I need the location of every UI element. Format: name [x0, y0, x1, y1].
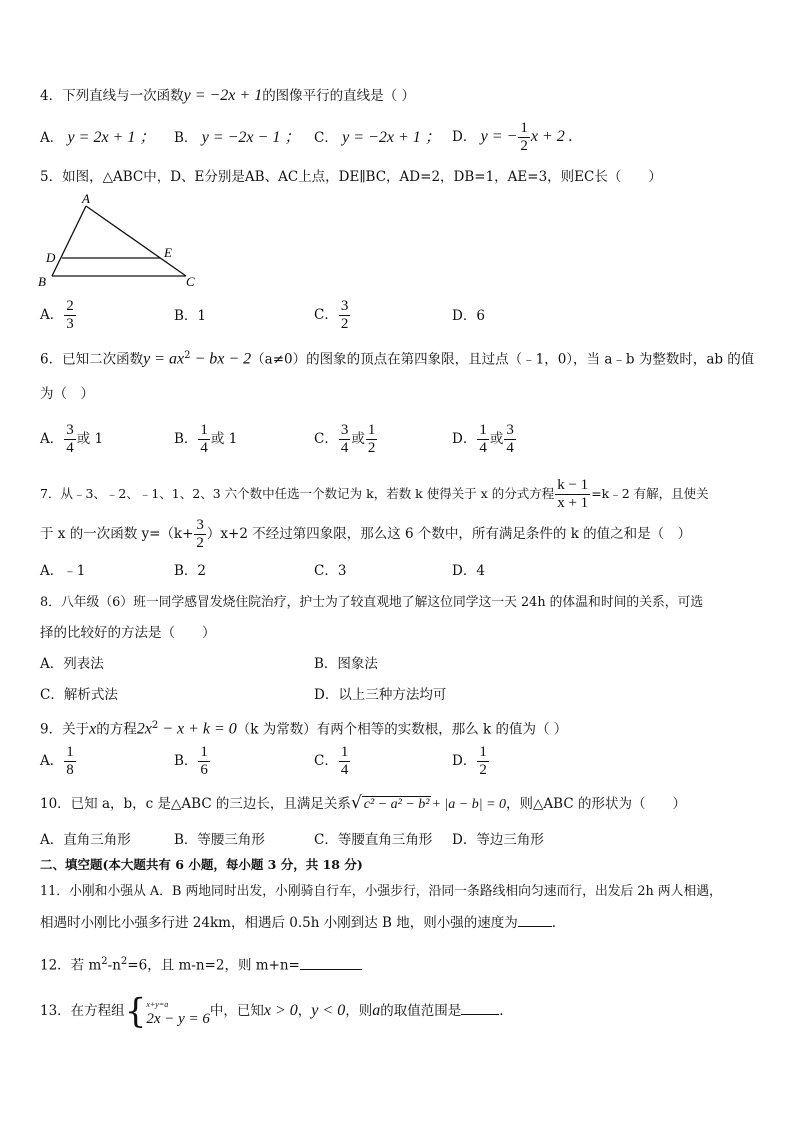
q9-option-b[interactable]: [174, 744, 211, 779]
q4-function: y = −2x + 1: [183, 87, 263, 104]
q7-lin-num: 3: [196, 517, 204, 533]
q4-option-d-den: 2: [520, 138, 528, 154]
q6-stem-line1: [40, 346, 754, 370]
q4-option-a-text: y = 2x + 1 ；: [67, 129, 156, 146]
q9-option-c-num: 1: [340, 744, 349, 760]
q4-option-c-text: y = −2x + 1 ；: [342, 129, 441, 146]
q7-option-d-text: 4: [476, 563, 485, 579]
q12-answer-blank[interactable]: [300, 957, 362, 970]
q7-option-b-label: B．: [174, 563, 198, 579]
q7-option-d-label: D．: [452, 563, 477, 579]
q9-eq-a: 2x: [136, 720, 152, 738]
q6-option-b-post: 或 1: [210, 431, 238, 447]
q5-option-a[interactable]: [40, 298, 77, 333]
q13-system-row1: x+y=a: [146, 999, 169, 1009]
q12-text-a: 12．若 m: [40, 957, 102, 974]
q4-option-b[interactable]: [174, 128, 300, 148]
q9-stem-b: 的方程: [96, 721, 137, 738]
q5-option-a-fraction: [64, 298, 76, 333]
q7-stem-b1: 于 x 的一次函数 y=（k+: [40, 526, 194, 542]
q5-option-c-den: 2: [340, 316, 349, 332]
q9-option-b-num: 1: [200, 744, 208, 760]
q4-option-d[interactable]: [452, 120, 573, 155]
q7-stem-line2: [40, 516, 691, 552]
q5-option-d-text: 6: [476, 308, 485, 324]
q7-stem-a: 7．从﹣3、﹣2、﹣1、1、2、3 六个数中任选一个数记为 k，若数 k 使得关于 x 的分式方程: [40, 486, 555, 501]
q4-option-c[interactable]: [314, 128, 441, 148]
q6-option-c-num2: 1: [367, 422, 376, 438]
q6-option-d[interactable]: [452, 422, 517, 457]
q8-stem-line2: 择的比较好的方法是（ ）: [40, 625, 216, 641]
q13-end: .: [499, 1003, 504, 1019]
q5-label-d: D: [46, 250, 56, 265]
q11-line1: 11．小刚和小强从 A．B 两地同时出发，小刚骑自行车，小强步行，沿同一条路线相向匀速而行，出发后 2h 两人相遇，: [40, 884, 722, 899]
q9-option-a-num: 1: [66, 744, 74, 760]
q13-label: 13．在方程组: [40, 1003, 125, 1019]
q9-option-d-fraction: [477, 744, 489, 779]
q10-stem-b: ，则△ABC 的形状为（ ）: [506, 796, 686, 812]
q6-option-c-den2: 2: [367, 440, 376, 456]
q5-side-ac: [86, 206, 186, 276]
q9-option-a[interactable]: [40, 744, 77, 779]
q9-option-d-label: D．: [452, 753, 477, 769]
q6-option-d-label: D．: [452, 431, 477, 447]
q6-option-b-label: B．: [174, 431, 198, 447]
q7-stem-line1: [40, 476, 709, 512]
q7-option-b-text: 2: [197, 563, 207, 579]
q8-option-d[interactable]: D．以上三种方法均可: [314, 687, 447, 703]
q7-stem-b2: ）x+2 不经过第四象限，那么这 6 个数中，所有满足条件的 k 的值之和是（ ）: [206, 526, 692, 542]
q10-radical-sign: √: [350, 793, 362, 813]
q6-func-exponent: 2: [184, 350, 191, 361]
q6-stem-a: 6．已知二次函数: [40, 351, 144, 368]
q7-eq-post: =k﹣2 有解，且使关: [591, 486, 709, 501]
q6-option-a-fraction: [64, 422, 76, 457]
q7-option-d[interactable]: [452, 561, 485, 581]
q6-option-c-fraction-2: [366, 422, 378, 457]
q8-option-a[interactable]: A．列表法: [40, 656, 104, 672]
q5-option-a-label: A．: [40, 307, 64, 323]
q8-option-b[interactable]: B．图象法: [314, 656, 378, 672]
q13-condition-1: x > 0: [263, 1002, 298, 1019]
q7-option-c-text: 3: [337, 563, 347, 579]
q7-eq-num: k − 1: [557, 477, 589, 493]
q5-label-c: C: [186, 274, 195, 289]
q6-stem-b: （a≠0）的图象的顶点在第四象限，且过点（﹣1，0），当 a﹣b 为整数时，ab 的值: [251, 351, 755, 368]
q6-option-d-fraction-2: [504, 422, 516, 457]
q7-option-a[interactable]: [40, 561, 85, 581]
q6-option-b-num: 1: [200, 422, 208, 438]
q6-option-c-mid: 或: [351, 431, 365, 447]
q13-separator: ，: [297, 1003, 312, 1019]
q12-stem: [40, 952, 362, 976]
q9-option-a-den: 8: [66, 762, 74, 778]
q11-answer-blank[interactable]: [518, 914, 552, 927]
q6-option-a-num: 3: [66, 422, 74, 438]
q6-option-c-den1: 4: [340, 440, 349, 456]
q12-exponent-1: 2: [101, 956, 108, 967]
q5-option-d-label: D．: [452, 308, 477, 324]
q13-system-row2: 2x − y = 6: [146, 1010, 210, 1027]
q13-stem: [40, 991, 504, 1032]
q4-option-d-num: 1: [520, 120, 528, 136]
q13-system-brace: {: [124, 991, 147, 1032]
q7-lin-den: 2: [196, 535, 204, 551]
q9-option-c-label: C．: [314, 753, 338, 769]
q4-stem-b: 的图像平行的直线是（ ）: [262, 88, 415, 104]
q6-option-a-post: 或 1: [76, 431, 104, 447]
q6-option-c-fraction-1: [339, 422, 351, 457]
q7-option-a-label: A．: [40, 563, 64, 579]
q7-equation-fraction: [555, 477, 590, 512]
q13-variable: a: [372, 1002, 381, 1019]
q4-option-d-post: x + 2 .: [530, 128, 573, 145]
q10-option-d[interactable]: D．等边三角形: [452, 832, 544, 848]
q6-option-d-mid: 或: [489, 431, 504, 447]
q9-option-b-den: 6: [200, 762, 208, 778]
q6-option-c-label: C．: [314, 431, 338, 447]
q13-condition-2: y < 0: [311, 1002, 346, 1019]
q9-option-c-den: 4: [340, 762, 349, 778]
q5-option-c-label: C．: [314, 307, 338, 323]
q5-option-b-label: B．: [174, 308, 198, 324]
q10-absolute-term: + |a − b| = 0: [431, 797, 507, 812]
q4-option-b-text: y = −2x − 1 ；: [201, 129, 301, 146]
q9-variable: x: [89, 720, 97, 738]
q6-option-a-label: A．: [40, 431, 64, 447]
q8-option-c[interactable]: C．解析式法: [40, 687, 118, 703]
q9-option-b-fraction: [198, 744, 210, 779]
q5-option-d[interactable]: [452, 306, 485, 326]
q5-label-e: E: [164, 245, 172, 260]
q7-option-c-label: C．: [314, 563, 338, 579]
q5-side-ab: [52, 206, 86, 276]
q4-option-d-fraction: [518, 120, 530, 155]
q9-eq-exponent: 2: [151, 720, 159, 731]
q6-option-d-den1: 4: [479, 440, 487, 456]
q4-option-c-label: C．: [314, 130, 338, 146]
q4-option-b-label: B．: [174, 130, 198, 146]
q6-option-d-den2: 4: [506, 440, 514, 456]
q5-label-b: B: [38, 274, 46, 289]
q5-option-a-den: 3: [66, 316, 74, 332]
q6-option-b[interactable]: [174, 422, 237, 457]
q9-option-c[interactable]: [314, 744, 351, 779]
q9-option-d-num: 1: [479, 744, 487, 760]
q4-option-d-pre: y = −: [480, 128, 518, 145]
q11-line2-text: 相遇时小刚比小强多行进 24km，相遇后 0.5h 小刚到达 B 地，则小强的速度为: [40, 915, 518, 931]
q10-option-a[interactable]: A．直角三角形: [40, 832, 131, 848]
q9-option-d-den: 2: [479, 762, 487, 778]
q12-exponent-2: 2: [120, 956, 128, 967]
q4-option-d-label: D．: [452, 129, 477, 145]
q6-option-a[interactable]: [40, 422, 103, 457]
q5-stem: 5．如图，△ABC中，D、E分别是AB、AC上点，DE∥BC，AD=2，DB=1，AE=3，则EC长（ ）: [40, 169, 662, 185]
q7-eq-den: x + 1: [557, 495, 589, 511]
q6-option-c[interactable]: [314, 422, 378, 457]
q9-stem-c: （k 为常数）有两个相等的实数根，那么 k 的值为（ ）: [236, 721, 568, 738]
q4-option-a-label: A．: [40, 130, 64, 146]
q4-option-a[interactable]: [40, 128, 155, 148]
q9-option-a-label: A．: [40, 753, 64, 769]
q12-text-b: -n: [107, 957, 121, 974]
q6-option-d-num2: 3: [506, 422, 514, 438]
q9-eq-b: − x + k = 0: [158, 720, 237, 738]
q5-triangle-figure: [36, 192, 206, 292]
q7-option-a-text: ﹣1: [63, 563, 86, 579]
q9-option-b-label: B．: [174, 753, 198, 769]
q12-text-c: =6，且 m-n=2，则 m+n=: [127, 957, 300, 974]
q13-answer-blank[interactable]: [461, 1002, 499, 1015]
q10-stem-a: 10．已知 a，b，c 是△ABC 的三边长，且满足关系: [40, 796, 351, 812]
q10-option-c[interactable]: C．等腰直角三角形: [314, 832, 433, 848]
q5-option-b[interactable]: [174, 306, 206, 326]
q6-option-d-fraction-1: [477, 422, 489, 457]
q6-option-b-fraction: [198, 422, 210, 457]
q11-line2: [40, 913, 556, 933]
q8-stem-line1: 8．八年级（6）班一同学感冒发烧住院治疗，护士为了较直观地了解这位同学这一天 24h 的体温和时间的关系，可选: [40, 595, 704, 610]
q5-option-c-num: 3: [340, 298, 349, 314]
q9-stem: [40, 716, 567, 740]
q7-option-c[interactable]: [314, 561, 346, 581]
q6-option-b-den: 4: [200, 440, 208, 456]
q7-linear-fraction: [194, 517, 206, 552]
q9-option-c-fraction: [339, 744, 351, 779]
q13-system: [146, 998, 210, 1026]
q13-tail-a: ，则: [345, 1003, 373, 1019]
q6-func-a: y = ax: [143, 350, 185, 368]
q13-mid: 中，已知: [209, 1003, 264, 1019]
q4-stem-a: 4．下列直线与一次函数: [40, 88, 184, 104]
q5-option-a-num: 2: [66, 298, 74, 314]
q7-option-b[interactable]: [174, 561, 206, 581]
q6-option-a-den: 4: [66, 440, 74, 456]
q6-option-c-num1: 3: [340, 422, 349, 438]
q5-option-c[interactable]: [314, 298, 351, 333]
q5-option-b-text: 1: [197, 308, 207, 324]
q10-stem: [40, 793, 686, 815]
q9-stem-a: 9．关于: [40, 721, 90, 738]
q9-option-d[interactable]: [452, 744, 490, 779]
q4-stem: [40, 86, 415, 106]
q11-line2-end: .: [551, 915, 556, 931]
q10-option-b[interactable]: B．等腰三角形: [174, 832, 265, 848]
q6-func-b: − bx − 2: [190, 350, 252, 368]
q5-label-a: A: [82, 192, 90, 206]
q5-option-c-fraction: [339, 298, 351, 333]
q13-tail-b: 的取值范围是: [380, 1003, 462, 1019]
section-2-heading: 二、填空题(本大题共有 6 小题，每小题 3 分，共 18 分): [40, 857, 363, 872]
q10-radicand: c² − a² − b²: [363, 797, 430, 812]
q6-option-d-num1: 1: [479, 422, 487, 438]
q6-stem-line2: 为（ ）: [40, 386, 94, 402]
q9-option-a-fraction: [64, 744, 76, 779]
